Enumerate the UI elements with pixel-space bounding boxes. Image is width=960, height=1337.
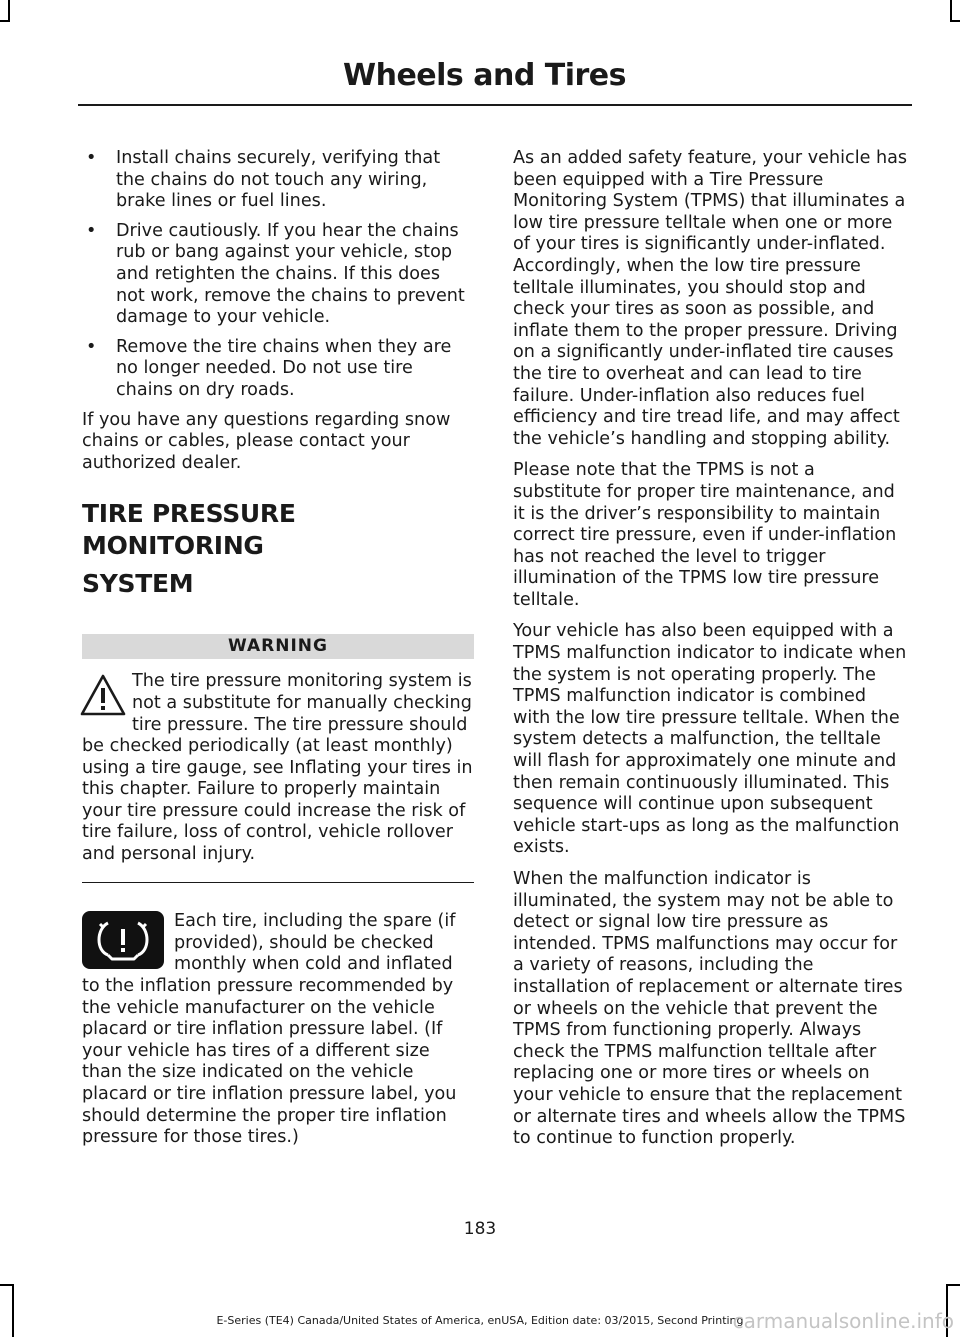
warning-divider [82, 882, 474, 884]
section-heading-line: SYSTEM [82, 569, 194, 599]
watermark: carmanualsonline.info [732, 1309, 954, 1333]
crop-mark [12, 1284, 14, 1337]
list-item-text: Drive cautiously. If you hear the chains rub or bang against your vehicle, stop and retighten the chains. If this does not work, remove the chains to prevent damage to your vehicle. [116, 220, 465, 328]
page-footer: E-Series (TE4) Canada/United States of America, enUSA, Edition date: 03/2015, Second Printing [216, 1314, 744, 1327]
warning-header: WARNING [82, 634, 474, 659]
bullet-mark: • [86, 220, 97, 241]
crop-mark [0, 20, 10, 22]
crop-mark [0, 1284, 14, 1286]
list-item-text: Remove the tire chains when they are no longer needed. Do not use tire chains on dry roads. [116, 336, 452, 400]
paragraph: If you have any questions regarding snow chains or cables, please contact your authorized dealer. [82, 409, 451, 473]
bullet-mark: • [86, 336, 97, 357]
section-heading-line: TIRE PRESSURE MONITORING [82, 499, 296, 561]
right-column [513, 148, 908, 1160]
warning-box [82, 671, 474, 865]
bullet-list [82, 148, 474, 402]
tpms-paragraph-text: Each tire, including the spare (if provided), should be checked monthly when cold and inflated to the inflation pressure recommended by the vehicle manufacturer on the vehicle placard or tire inflation pressure label. (If your vehicle has tires of a different size than the size indicated on the vehicle placard or tire inflation pressure label, you should determine the proper tire inflation pressure for those tires.) [82, 911, 457, 1148]
warning-text: The tire pressure monitoring system is not a substitute for manually checking tire pressure. The tire pressure should be checked periodically (at least monthly) using a tire gauge, see Inflating your tires in this chapter. Failure to properly maintain your tire pressure could increase the risk of tire failure, loss of control, vehicle rollover and personal injury. [82, 671, 473, 865]
crop-mark [946, 1284, 960, 1286]
list-item [82, 337, 474, 402]
page-header-title: Wheels and Tires [343, 58, 626, 93]
crop-mark [950, 20, 960, 22]
page-number: 183 [463, 1219, 497, 1239]
left-column [82, 148, 474, 1149]
crop-mark [8, 0, 10, 22]
paragraph: Please note that the TPMS is not a substitute for proper tire maintenance, and it is the driver’s responsibility to maintain correct tire pressure, even if under-inflation has not reached the level to trigger illumination of the TPMS low tire pressure telltale. [513, 460, 897, 610]
list-item [82, 221, 474, 329]
list-item-text: Install chains securely, verifying that the chains do not touch any wiring, brake lines or fuel lines. [116, 148, 441, 212]
tpms-telltale-icon [82, 911, 164, 969]
header-rule [78, 104, 912, 106]
tpms-paragraph [82, 911, 474, 1149]
paragraph: When the malfunction indicator is illuminated, the system may not be able to detect or signal low tire pressure as intended. TPMS malfunctions may occur for a variety of reasons, including the installation of replacement or alternate tires or wheels on the vehicle that prevent the TPMS from functioning properly. Always check the TPMS malfunction telltale after replacing one or more tires or wheels on your vehicle to ensure that the replacement or alternate tires and wheels allow the TPMS to continue to function properly. [513, 869, 906, 1149]
paragraph: Your vehicle has also been equipped with a TPMS malfunction indicator to indicate when the system is not operating properly. The TPMS malfunction indicator is combined with the low tire pressure telltale. When the system detects a malfunction, the telltale will flash for approximately one minute and then remain continuously illuminated. This sequence will continue upon subsequent vehicle start-ups as long as the malfunction exists. [513, 621, 907, 858]
paragraph: As an added safety feature, your vehicle has been equipped with a Tire Pressure Monitoring System (TPMS) that illuminates a low tire pressure telltale when one or more of your tires is significantly under-inflated. Accordingly, when the low tire pressure telltale illuminates, you should stop and check your tires as soon as possible, and inflate them to the proper pressure. Driving on a significantly under-inflated tire causes the tire to overheat and can lead to tire failure. Under-inflation also reduces fuel efficiency and tire tread life, and may affect the vehicle’s handling and stopping ability. [513, 148, 908, 449]
bullet-mark: • [86, 148, 97, 168]
warning-triangle-icon [80, 673, 126, 717]
list-item [82, 148, 474, 213]
section-heading [82, 498, 474, 600]
crop-mark [950, 0, 952, 22]
